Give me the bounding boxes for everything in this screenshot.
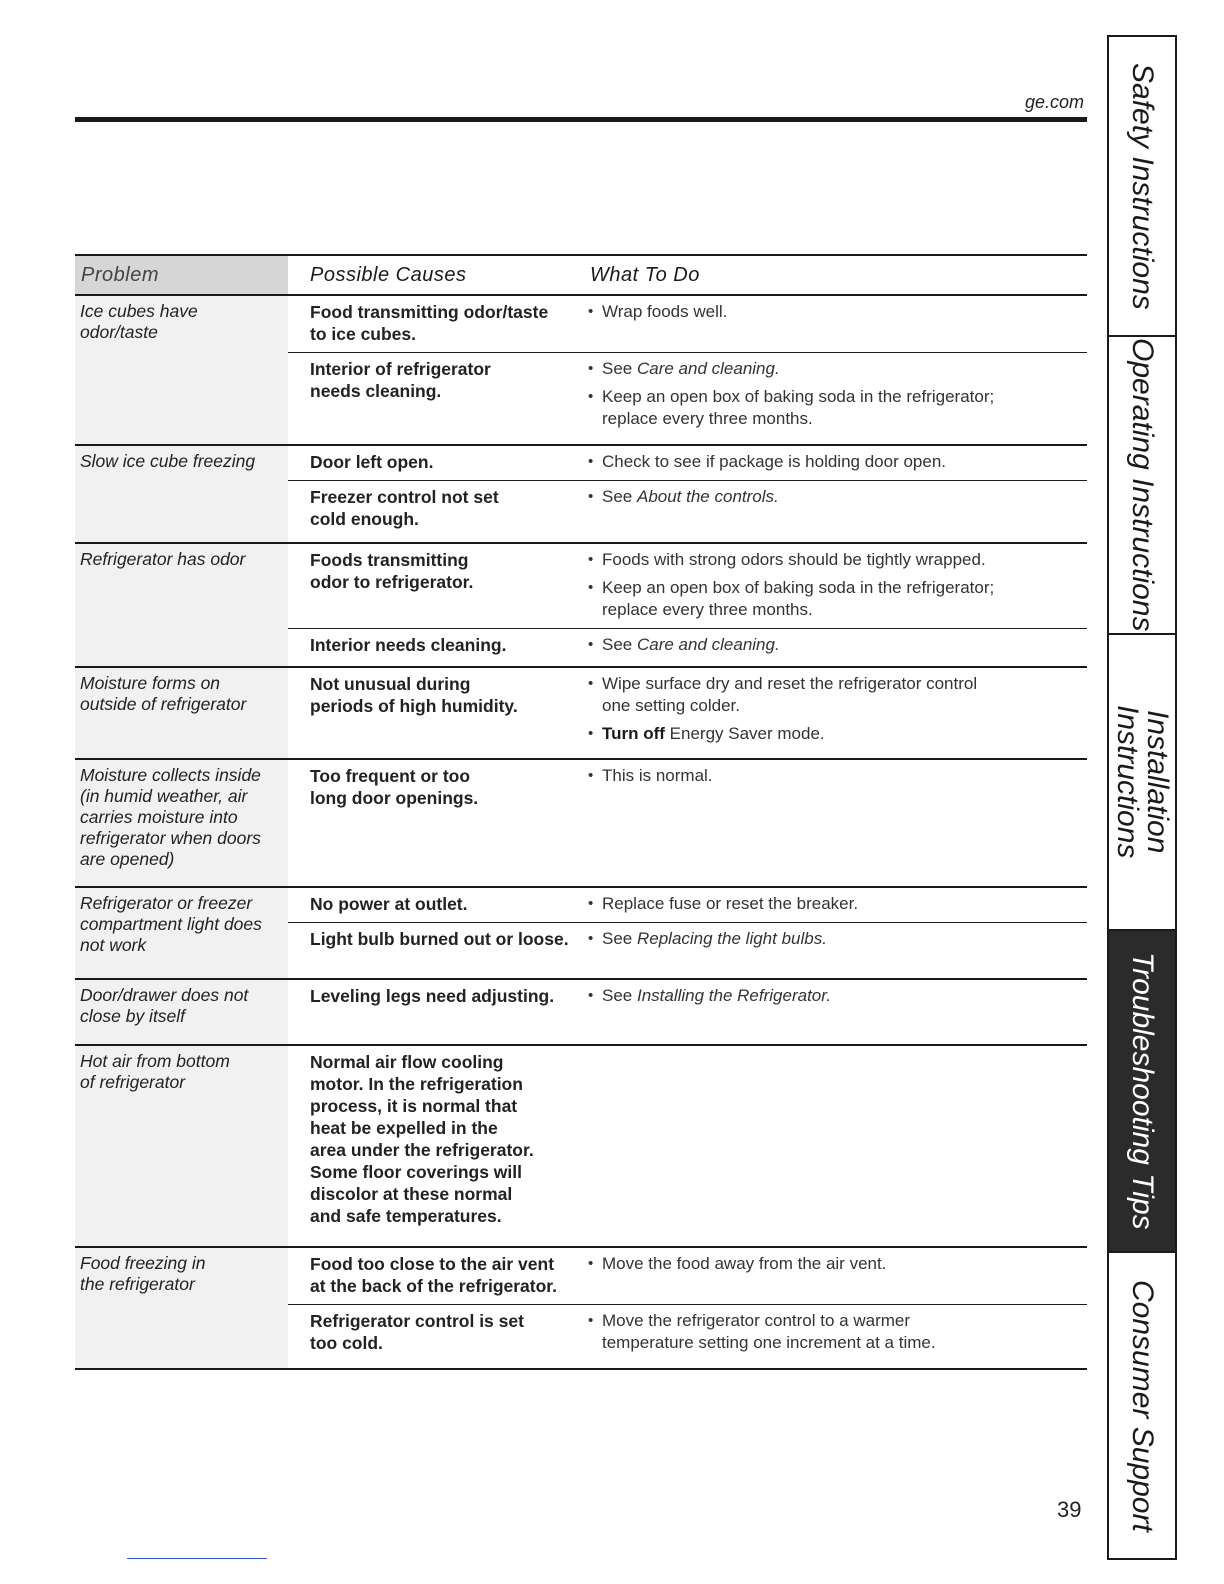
todo-text: Move the refrigerator control to a warmer temperature setting one increment at a time.	[602, 1311, 936, 1352]
cause-item	[288, 668, 1087, 752]
page-number: 39	[1057, 1497, 1082, 1522]
todo-reference: Installing the Refrigerator.	[636, 986, 832, 1005]
problem-cell: Refrigerator or freezer compartment light does not work	[75, 888, 288, 978]
todo-cell	[578, 985, 1087, 1007]
todo-text: Foods with strong odors should be tightly wrapped.	[602, 550, 986, 569]
troubleshooting-table	[75, 254, 1087, 1370]
problem-cell: Moisture forms on outside of refrigerator	[75, 668, 288, 758]
todo-text: See	[602, 929, 637, 948]
site-url: ge.com	[1024, 92, 1084, 112]
footer-rule	[127, 1558, 267, 1559]
todo-cell	[578, 673, 1087, 745]
cause-item	[288, 1046, 1087, 1234]
todo-bullet	[588, 301, 1077, 323]
tab-label: Consumer Support	[1126, 1279, 1159, 1532]
cause-item	[288, 1305, 1087, 1361]
tab-installation-instructions[interactable]	[1109, 635, 1175, 931]
todo-bullet	[588, 358, 1077, 380]
problem-cell: Ice cubes have odor/taste	[75, 296, 288, 444]
todo-bullet	[588, 486, 1077, 508]
todo-text: This is normal.	[602, 766, 713, 785]
todo-cell	[578, 451, 1087, 473]
cause-text: Food too close to the air vent at the back of the refrigerator.	[310, 1254, 558, 1296]
todo-text: See	[602, 635, 637, 654]
tab-consumer-support[interactable]	[1109, 1253, 1175, 1558]
todo-text: Wrap foods well.	[602, 302, 728, 321]
cause-text: Interior needs cleaning.	[310, 635, 507, 655]
cause-item	[288, 446, 1087, 481]
table-row	[75, 544, 1087, 668]
todo-text: See	[602, 487, 637, 506]
problem-cell: Slow ice cube freezing	[75, 446, 288, 542]
todo-text: See	[602, 986, 637, 1005]
header-what-to-do: What To Do	[590, 263, 700, 286]
todo-reference: Care and cleaning.	[636, 359, 780, 378]
problem-cell: Refrigerator has odor	[75, 544, 288, 666]
problem-cell: Moisture collects inside (in humid weather, air carries moisture into refrigerator when doors are opened)	[75, 760, 288, 886]
cause-item	[288, 760, 1087, 816]
todo-cell	[578, 928, 1087, 950]
todo-cell	[578, 634, 1087, 656]
tab-safety-instructions[interactable]	[1109, 37, 1175, 337]
cause-text: Foods transmitting odor to refrigerator.	[310, 550, 474, 592]
todo-text: Check to see if package is holding door open.	[602, 452, 947, 471]
todo-text: Replace fuse or reset the breaker.	[602, 894, 859, 913]
todo-bold: Turn off	[602, 724, 665, 743]
cause-item	[288, 353, 1087, 437]
todo-bullet	[588, 577, 1077, 621]
header-possible-causes: Possible Causes	[310, 263, 467, 286]
todo-text: Wipe surface dry and reset the refrigerator control one setting colder.	[602, 674, 978, 715]
todo-reference: About the controls.	[636, 487, 779, 506]
table-row	[75, 1248, 1087, 1370]
problem-cell: Hot air from bottom of refrigerator	[75, 1046, 288, 1246]
problem-cell: Door/drawer does not close by itself	[75, 980, 288, 1044]
cause-text: Leveling legs need adjusting.	[310, 986, 555, 1006]
todo-reference: Replacing the light bulbs.	[636, 929, 827, 948]
cause-text: Door left open.	[310, 452, 434, 472]
todo-text: Move the food away from the air vent.	[602, 1254, 887, 1273]
todo-reference: Care and cleaning.	[636, 635, 780, 654]
cause-text: Too frequent or too long door openings.	[310, 766, 479, 808]
problem-cell: Food freezing in the refrigerator	[75, 1248, 288, 1368]
tab-troubleshooting-tips[interactable]	[1109, 931, 1175, 1253]
tab-label: Operating Instructions	[1126, 338, 1159, 632]
tab-label: Safety Instructions	[1126, 62, 1159, 310]
cause-text: Freezer control not set cold enough.	[310, 487, 499, 529]
cause-item	[288, 923, 1087, 957]
cause-text: Food transmitting odor/taste to ice cubes.	[310, 302, 549, 344]
table-row	[75, 888, 1087, 980]
table-header	[75, 256, 1087, 296]
tab-operating-instructions[interactable]	[1109, 337, 1175, 635]
todo-bullet	[588, 928, 1077, 950]
table-row	[75, 980, 1087, 1046]
cause-text: Refrigerator control is set too cold.	[310, 1311, 524, 1353]
cause-item	[288, 629, 1087, 663]
table-row	[75, 1046, 1087, 1248]
todo-cell	[578, 893, 1087, 915]
table-row	[75, 668, 1087, 760]
todo-cell	[578, 1051, 1087, 1227]
todo-bullet	[588, 634, 1077, 656]
todo-bullet	[588, 451, 1077, 473]
todo-bullet	[588, 549, 1077, 571]
cause-text: Not unusual during periods of high humidity.	[310, 674, 518, 716]
todo-bullet	[588, 893, 1077, 915]
cause-text: Interior of refrigerator needs cleaning.	[310, 359, 491, 401]
todo-cell	[578, 549, 1087, 621]
todo-cell	[578, 486, 1087, 530]
cause-text: Light bulb burned out or loose.	[310, 929, 569, 949]
cause-item	[288, 296, 1087, 353]
section-tabs	[1107, 35, 1177, 1560]
todo-cell	[578, 1310, 1087, 1354]
todo-bullet	[588, 723, 1077, 745]
todo-cell	[578, 1253, 1087, 1297]
table-row	[75, 446, 1087, 544]
todo-bullet	[588, 1253, 1077, 1275]
todo-text: Keep an open box of baking soda in the refrigerator; replace every three months.	[602, 387, 995, 428]
todo-bullet	[588, 386, 1077, 430]
table-row	[75, 760, 1087, 888]
todo-bullet	[588, 985, 1077, 1007]
todo-text: Keep an open box of baking soda in the refrigerator; replace every three months.	[602, 578, 995, 619]
tab-label: Installation Instructions	[1111, 705, 1174, 859]
cause-item	[288, 888, 1087, 923]
cause-item	[288, 1248, 1087, 1305]
cause-text: No power at outlet.	[310, 894, 468, 914]
todo-cell	[578, 301, 1087, 345]
tab-label: Troubleshooting Tips	[1126, 952, 1159, 1230]
todo-cell	[578, 358, 1087, 430]
cause-text: Normal air flow cooling motor. In the refrigeration process, it is normal that heat be expelled in the area under the refrigerator. Some floor coverings will discolor at these normal and safe temperatures.	[310, 1052, 534, 1226]
cause-item	[288, 544, 1087, 629]
header-problem: Problem	[75, 256, 288, 294]
todo-text: Energy Saver mode.	[664, 724, 825, 743]
cause-item	[288, 481, 1087, 537]
table-row	[75, 296, 1087, 446]
header-rule	[75, 117, 1087, 122]
todo-cell	[578, 765, 1087, 809]
todo-text: See	[602, 359, 637, 378]
todo-bullet	[588, 673, 1077, 717]
todo-bullet	[588, 765, 1077, 787]
cause-item	[288, 980, 1087, 1014]
todo-bullet	[588, 1310, 1077, 1354]
